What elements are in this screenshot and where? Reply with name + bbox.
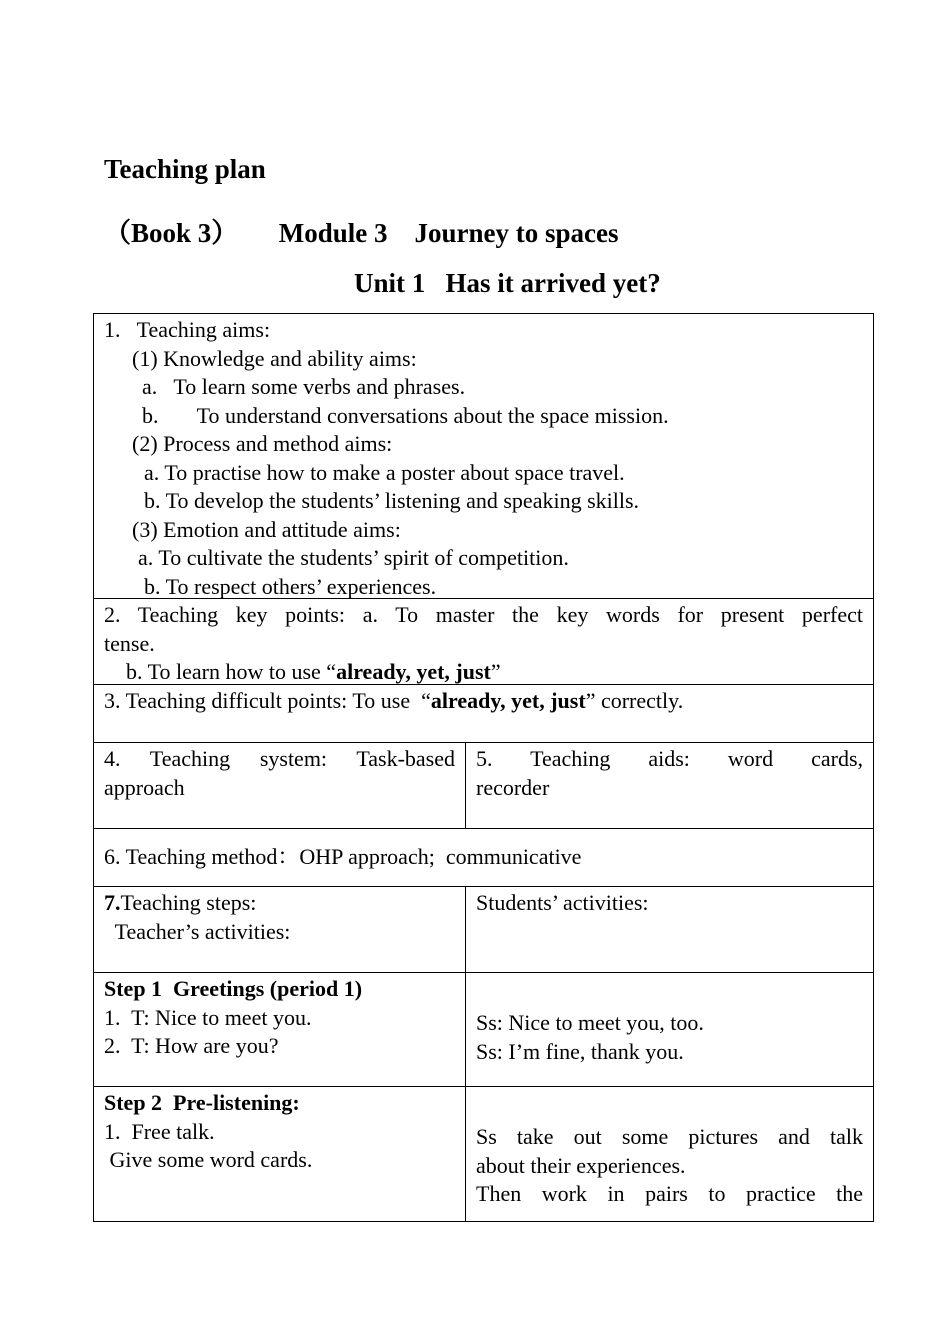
teaching-aims-cell — [94, 314, 873, 598]
step-1-title: Step 1 Greetings (period 1) — [104, 976, 363, 1001]
difficult-points-row — [93, 685, 874, 743]
teaching-system-cell — [94, 743, 466, 828]
teaching-steps-number: 7. — [104, 890, 121, 915]
teaching-system-line-2: approach — [104, 774, 185, 800]
step-1-teacher-line-1: 1. T: Nice to meet you. — [104, 1004, 312, 1030]
step-1-student-line-1: Ss: Nice to meet you, too. — [476, 1010, 704, 1035]
teacher-activities-header-cell — [94, 887, 466, 972]
teaching-aids-line-2: recorder — [476, 774, 550, 800]
difficult-points-suffix: ” correctly. — [585, 688, 684, 713]
teaching-aims-row — [93, 313, 874, 599]
step-1-row — [93, 973, 874, 1087]
difficult-points-line — [104, 687, 863, 716]
teacher-activities-label: Teacher’s activities: — [104, 918, 291, 944]
knowledge-aim-a: a. To learn some verbs and phrases. — [142, 374, 466, 399]
key-points-line-1: 2. Teaching key points: a. To master the key words for present perfect — [104, 602, 863, 627]
difficult-points-cell — [94, 685, 873, 742]
module-title: （Book 3） Module 3 Journey to spaces — [104, 218, 619, 248]
teaching-method-text: 6. Teaching method：OHP approach; communicative — [104, 844, 582, 869]
unit-title: Unit 1 Has it arrived yet? — [354, 268, 661, 298]
step-2-title: Step 2 Pre-listening: — [104, 1090, 300, 1115]
step-2-student-line-3: Then work in pairs to practice the — [476, 1181, 863, 1206]
step-2-student-line-2: about their experiences. — [476, 1152, 686, 1178]
step-2-row — [93, 1087, 874, 1222]
process-aim-a: a. To practise how to make a poster about space travel. — [144, 459, 625, 485]
difficult-points-words: already, yet, just — [430, 688, 586, 713]
teaching-steps-label: Teaching steps: — [120, 890, 257, 915]
step-1-students-cell — [466, 973, 873, 1086]
aims-heading: 1. Teaching aims: — [104, 317, 271, 342]
step-1-teacher-line-2: 2. T: How are you? — [104, 1033, 279, 1058]
step-2-students-cell — [466, 1087, 873, 1221]
teaching-method-cell — [94, 829, 873, 886]
key-points-line-3 — [104, 658, 863, 687]
students-activities-label: Students’ activities: — [476, 890, 649, 915]
key-points-close-quote: ” — [490, 659, 501, 684]
teaching-method-row — [93, 829, 874, 887]
knowledge-aim-b: b. To understand conversations about the space mission. — [142, 402, 669, 428]
key-points-line-2: tense. — [104, 630, 155, 656]
key-points-b-text: b. To learn how to use “ — [104, 659, 337, 684]
step-2-teacher-line-1: 1. Free talk. — [104, 1118, 215, 1144]
students-activities-header-cell — [466, 887, 873, 972]
steps-header-row — [93, 887, 874, 973]
key-points-cell — [94, 599, 873, 684]
emotion-aims-heading: (3) Emotion and attitude aims: — [132, 516, 401, 542]
knowledge-aims-heading: (1) Knowledge and ability aims: — [132, 345, 417, 371]
step-1-teacher-cell — [94, 973, 466, 1086]
teaching-system-line-1: 4. Teaching system: Task-based — [104, 746, 455, 771]
difficult-points-text: 3. Teaching difficult points: To use “ — [104, 688, 431, 713]
process-aims-heading: (2) Process and method aims: — [132, 431, 393, 456]
emotion-aim-a: a. To cultivate the students’ spirit of competition. — [138, 545, 569, 570]
step-2-teacher-line-2: Give some word cards. — [104, 1147, 313, 1172]
system-aids-row — [93, 743, 874, 829]
emotion-aim-b: b. To respect others’ experiences. — [144, 573, 437, 599]
key-points-words: already, yet, just — [336, 659, 491, 684]
document-title: Teaching plan — [104, 154, 266, 184]
key-points-row — [93, 599, 874, 685]
teaching-steps-heading — [104, 889, 455, 918]
process-aim-b: b. To develop the students’ listening and speaking skills. — [144, 488, 640, 513]
step-1-student-line-2: Ss: I’m fine, thank you. — [476, 1038, 684, 1064]
step-2-teacher-cell — [94, 1087, 466, 1221]
teaching-aids-line-1: 5. Teaching aids: word cards, — [476, 746, 863, 771]
step-2-student-line-1: Ss take out some pictures and talk — [476, 1124, 863, 1149]
teaching-aids-cell — [466, 743, 873, 828]
